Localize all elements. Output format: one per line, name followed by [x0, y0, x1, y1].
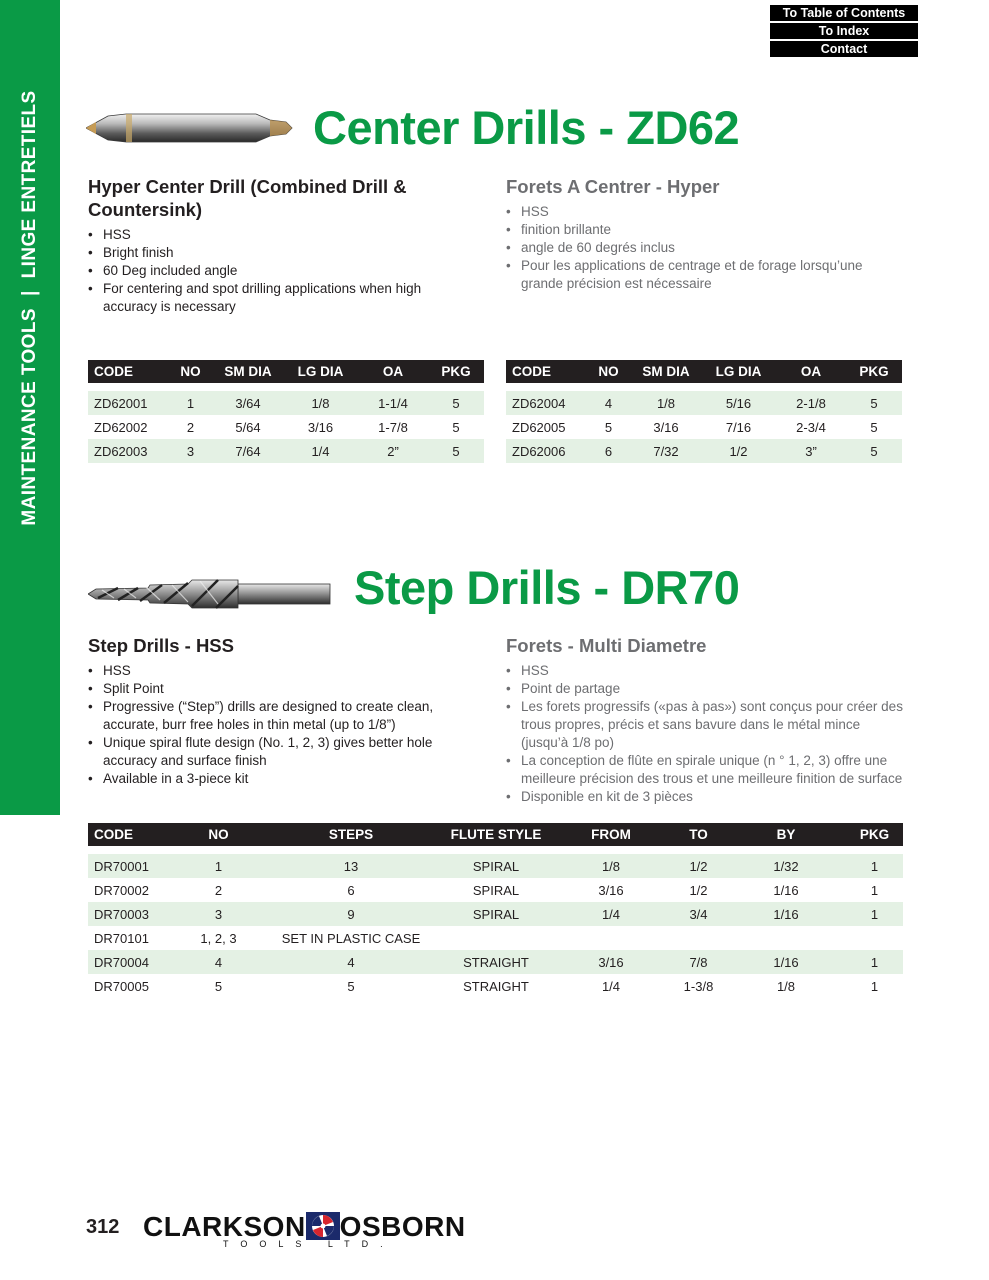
table-cell: ZD62002	[94, 419, 148, 435]
step-fr-bullets	[506, 662, 906, 806]
list-item: • Unique spiral flute design (No. 1, 2, 3) gives better hole accuracy and surface finish	[88, 734, 448, 770]
table-cell: 13	[261, 854, 441, 878]
table-cell: 1	[846, 902, 903, 926]
table-cell: 2”	[358, 439, 428, 463]
index-link[interactable]: To Index	[770, 23, 918, 39]
table-cell	[846, 926, 903, 950]
table-cell: 1/16	[773, 882, 799, 898]
table-cell: 3”	[776, 439, 846, 463]
table-cell: 4	[586, 391, 631, 415]
column-header: BY	[726, 823, 846, 846]
table-cell	[726, 926, 846, 950]
logo-emblem-icon	[306, 1212, 340, 1240]
column-header: SM DIA	[213, 360, 283, 383]
table-row	[88, 854, 903, 878]
table-cell: ZD62004	[506, 391, 586, 415]
list-item: • 60 Deg included angle	[88, 262, 438, 280]
table-cell: 1	[870, 882, 879, 898]
table-cell: DR70004	[88, 950, 176, 974]
section-label-fr: LINGE ENTRETIELS	[19, 90, 40, 279]
table-cell: 1/32	[726, 854, 846, 878]
center-drill-table-left	[88, 360, 484, 463]
center-en-heading: Hyper Center Drill (Combined Drill & Countersink)	[88, 176, 407, 220]
section-separator: |	[19, 290, 40, 297]
column-header: PKG	[428, 360, 484, 383]
table-cell: DR70001	[88, 854, 176, 878]
table-cell	[441, 926, 551, 950]
table-cell: ZD62003	[88, 439, 168, 463]
table-cell: 7/64	[213, 439, 283, 463]
table-cell: 5	[846, 391, 902, 415]
table-cell: 1/8	[283, 391, 358, 415]
list-item: • Bright finish	[88, 244, 438, 262]
list-item: • Point de partage	[506, 680, 906, 698]
column-header: STEPS	[261, 823, 441, 846]
table-cell: 4	[176, 950, 261, 974]
table-cell: 3/64	[213, 391, 283, 415]
table-cell: ZD62006	[506, 439, 586, 463]
company-logo	[143, 1211, 466, 1251]
section-label-en: MAINTENANCE TOOLS	[19, 308, 40, 526]
table-cell: 6	[347, 882, 355, 898]
table-row	[506, 391, 902, 415]
table-cell: 1-3/8	[683, 978, 714, 994]
list-item: • Split Point	[88, 680, 448, 698]
table-cell: 3/16	[551, 950, 671, 974]
column-header: NO	[168, 360, 213, 383]
table-cell: ZD62001	[88, 391, 168, 415]
contact-link[interactable]: Contact	[770, 41, 918, 57]
table-row	[88, 878, 903, 902]
table-row	[506, 439, 902, 463]
table-cell: 1	[870, 978, 879, 994]
table-cell: SPIRAL	[441, 902, 551, 926]
table-cell: DR70005	[94, 978, 149, 994]
table-row	[88, 926, 903, 950]
list-item: • Progressive (“Step”) drills are designed to create clean, accurate, burr free holes in thin metal (up to 1/8”)	[88, 698, 448, 734]
column-header: SM DIA	[631, 360, 701, 383]
table-cell	[671, 926, 726, 950]
table-cell: 1/8	[631, 391, 701, 415]
table-cell: 2-3/4	[796, 419, 826, 435]
table-cell: 1/2	[671, 854, 726, 878]
column-header: LG DIA	[701, 360, 776, 383]
table-cell: 7/32	[631, 439, 701, 463]
column-header: FROM	[551, 823, 671, 846]
table-cell: 9	[261, 902, 441, 926]
table-cell: 1/16	[726, 902, 846, 926]
table-cell: 5/16	[701, 391, 776, 415]
table-cell: 1-7/8	[378, 419, 408, 435]
step-drills-title: Step Drills - DR70	[354, 561, 740, 614]
table-cell: 1, 2, 3	[200, 930, 237, 946]
table-cell: ZD62005	[512, 419, 566, 435]
list-item: • Pour les applications de centrage et de forage lorsqu’une grande précision est nécessaire	[506, 257, 896, 293]
step-drill-table	[88, 823, 903, 998]
table-cell: STRAIGHT	[441, 950, 551, 974]
table-cell: 1	[846, 950, 903, 974]
table-cell: 5	[428, 439, 484, 463]
table-cell: 1/16	[726, 950, 846, 974]
table-cell: STRAIGHT	[463, 978, 529, 994]
table-row	[88, 902, 903, 926]
table-cell: 2	[214, 882, 223, 898]
table-header	[88, 360, 484, 383]
column-header: NO	[586, 360, 631, 383]
logo-text-left: CLARKSON	[143, 1211, 306, 1242]
table-cell: 7/8	[671, 950, 726, 974]
list-item: • Disponible en kit de 3 pièces	[506, 788, 906, 806]
center-fr-bullets	[506, 203, 896, 293]
table-cell: 1/4	[283, 439, 358, 463]
table-cell: 1/8	[551, 854, 671, 878]
table-cell: DR70101	[94, 930, 149, 946]
table-cell: 1/4	[551, 902, 671, 926]
table-row	[506, 415, 902, 439]
table-cell: 5	[846, 439, 902, 463]
table-row	[88, 415, 484, 439]
table-cell	[551, 926, 671, 950]
column-header: CODE	[88, 360, 168, 383]
column-header: OA	[358, 360, 428, 383]
table-cell: 1	[846, 854, 903, 878]
table-header	[88, 823, 903, 846]
column-header: TO	[671, 823, 726, 846]
table-row	[88, 950, 903, 974]
section-label	[19, 90, 41, 525]
table-header	[506, 360, 902, 383]
table-cell: 5	[604, 419, 613, 435]
table-row	[88, 391, 484, 415]
center-en-bullets	[88, 226, 438, 316]
table-cell: 1	[176, 854, 261, 878]
table-cell: 5	[347, 978, 355, 994]
toc-link[interactable]: To Table of Contents	[770, 5, 918, 21]
step-drill-image	[88, 576, 332, 612]
table-cell: 1	[168, 391, 213, 415]
step-fr-heading: Forets - Multi Diametre	[506, 635, 707, 656]
list-item: • HSS	[506, 662, 906, 680]
table-cell: SPIRAL	[441, 854, 551, 878]
center-drills-title: Center Drills - ZD62	[313, 101, 740, 154]
table-cell: 5	[214, 978, 223, 994]
list-item: • HSS	[88, 662, 448, 680]
list-item: • Les forets progressifs («pas à pas») sont conçus pour créer des trous propres, précis et sans bavure dans le métal mince (jusqu’à 1/8 po)	[506, 698, 906, 752]
table-cell: 3	[176, 902, 261, 926]
table-cell: 3/16	[307, 419, 334, 435]
list-item: • angle de 60 degrés inclus	[506, 239, 896, 257]
column-header: CODE	[506, 360, 586, 383]
logo-text-right: OSBORN	[339, 1211, 466, 1242]
step-en-heading: Step Drills - HSS	[88, 635, 234, 656]
section-sidebar	[0, 0, 60, 815]
table-cell: 4	[261, 950, 441, 974]
list-item: • HSS	[506, 203, 896, 221]
table-row	[88, 439, 484, 463]
table-cell: 3/4	[671, 902, 726, 926]
table-cell: 2-1/8	[776, 391, 846, 415]
page-number: 312	[86, 1216, 120, 1238]
center-fr-heading: Forets A Centrer - Hyper	[506, 176, 720, 197]
column-header: PKG	[846, 360, 902, 383]
column-header: FLUTE STYLE	[441, 823, 551, 846]
table-cell: 3/16	[653, 419, 679, 435]
column-header: CODE	[88, 823, 176, 846]
table-cell: 1/2	[689, 882, 708, 898]
table-cell: DR70002	[94, 882, 149, 898]
table-cell: DR70003	[88, 902, 176, 926]
list-item: • La conception de flûte en spirale unique (n ° 1, 2, 3) offre une meilleure précision des trous et une meilleure finition de surface	[506, 752, 906, 788]
table-cell: 1/8	[776, 978, 796, 994]
list-item: • HSS	[88, 226, 438, 244]
table-cell: 6	[586, 439, 631, 463]
table-cell: 3/16	[598, 882, 624, 898]
column-header: OA	[776, 360, 846, 383]
logo-tagline: TOOLS LTD.	[223, 1239, 395, 1249]
table-row	[88, 974, 903, 998]
table-cell: 1-1/4	[358, 391, 428, 415]
table-cell: 5	[870, 419, 878, 435]
column-header: PKG	[846, 823, 903, 846]
column-header: NO	[176, 823, 261, 846]
table-cell: SPIRAL	[472, 882, 520, 898]
table-cell: SET IN PLASTIC CASE	[281, 930, 421, 946]
nav-links	[770, 5, 918, 59]
list-item: • finition brillante	[506, 221, 896, 239]
column-header: LG DIA	[283, 360, 358, 383]
list-item: • Available in a 3-piece kit	[88, 770, 448, 788]
list-item: • For centering and spot drilling applications when high accuracy is necessary	[88, 280, 438, 316]
center-drill-table-right	[506, 360, 902, 463]
step-en-bullets	[88, 662, 448, 788]
center-drill-image	[86, 110, 296, 146]
table-cell: 3	[168, 439, 213, 463]
table-cell: 7/16	[725, 419, 752, 435]
table-cell: 5	[452, 419, 460, 435]
table-cell: 1/2	[701, 439, 776, 463]
table-cell: 2	[186, 419, 195, 435]
table-cell: 1/4	[601, 978, 621, 994]
table-cell: 5/64	[235, 419, 261, 435]
table-cell: 5	[428, 391, 484, 415]
